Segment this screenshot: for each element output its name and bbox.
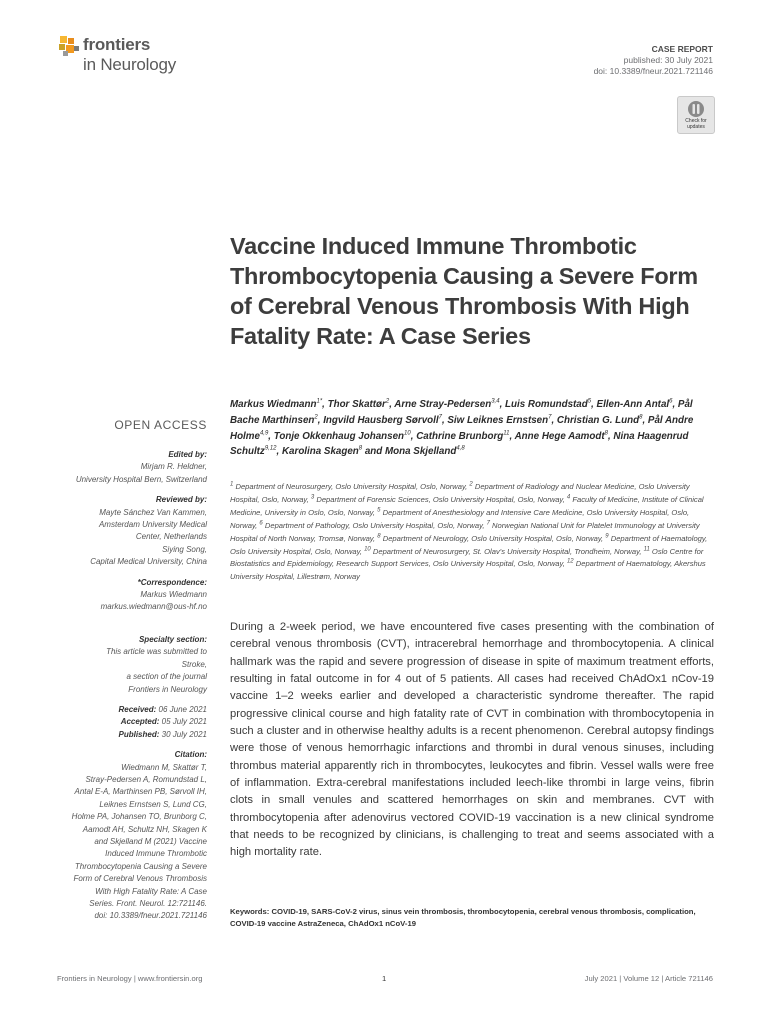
specialty-section-line: This article was submitted to — [106, 647, 207, 657]
citation-line: Wiedmann M, Skattør T, — [121, 762, 207, 772]
keywords-label: Keywords: — [230, 907, 270, 916]
author-name[interactable]: Karolina Skagen$^8$ — [281, 446, 363, 458]
keywords — [230, 906, 714, 930]
check-for-updates-button[interactable] — [677, 96, 715, 134]
article-meta — [594, 44, 713, 77]
affiliation: $^6$ Department of Pathology, Oslo University Hospital, Oslo, Norway, — [259, 520, 487, 530]
journal-logo[interactable] — [57, 30, 197, 80]
page-number: 1 — [382, 974, 387, 983]
affiliation: $^4$ Faculty of Medicine, Institute of Clinical Medicine, University in Oslo, Oslo, Norway, — [230, 494, 704, 517]
author-name[interactable]: Cathrine Brunborg$^{11}$ — [416, 430, 510, 442]
citation-line: Leiknes Ernstsen S, Lund CG, — [99, 799, 207, 809]
affiliation: $^{12}$ Department of Haematology, Akershus University Hospital, Lillestrøm, Norway — [230, 558, 706, 582]
author-name[interactable]: Pål Bache Marthinsen$^2$ — [230, 399, 693, 426]
edited-by-label: Edited by: — [168, 450, 207, 459]
published-date-sidebar: Published: 30 July 2021 — [118, 729, 207, 739]
abstract-text: During a 2-week period, we have encountered five cases presenting with the combination of cerebral venous thrombosis (CVT), intracerebral hemorrhage and thrombocytopenia. A clinical hallmark was the rapid and severe progression of disease in spite of maximum treatment efforts, resulting in fatal outcome in for 4 out of 5 patients. All cases had received ChAdOx1 nCov-19 vaccine 1–2 weeks earlier and developed a characteristic syndrome thereafter. The rapid progressive clinical course and high fatality rate of CVT in combination with thrombocytopenia in such a cluster and in otherwise healthy adults is a recent phenomenon. Cerebral autopsy findings were those of venous hemorrhagic infarctions and thrombi in dural venous sinuses, including thrombus material apparently rich in thrombocytes, leukocytes and fibrin. Vessel walls were free of inflammation. Extra-cerebral manifestations included leech-like thrombi in large veins, fibrin clots in small venules and scattered hemorrhages on skin and membranes. CVT with thrombocytopenia after adenovirus vectored COVID-19 vaccination is a new clinical syndrome that needs to be recognized by clinicians, is challenging to treat and seems associated with a high mortality rate. — [230, 621, 714, 859]
citation-line: and Skjelland M (2021) Vaccine — [94, 836, 207, 846]
citation-line: Form of Cerebral Venous Thrombosis — [73, 874, 207, 884]
author-name[interactable]: Nina Haagenrud Schultz$^{9,12}$ — [230, 430, 689, 458]
citation-line: Induced Immune Thrombotic — [105, 849, 207, 859]
citation-line: Antal E-A, Marthinsen PB, Sørvoll IH, — [74, 787, 207, 797]
specialty-section-line: Frontiers in Neurology — [128, 684, 207, 694]
correspondence — [57, 589, 207, 614]
article-title: Vaccine Induced Immune Thrombotic Thrombocytopenia Causing a Severe Form of Cerebral Venous Thrombosis With High Fatality Rate: A Case Series — [230, 233, 698, 349]
citation-line: Aamodt AH, Schultz NH, Skagen K — [82, 824, 207, 834]
author-name[interactable]: Christian G. Lund$^8$ — [556, 414, 643, 426]
correspondence-label: *Correspondence: — [137, 577, 207, 587]
author-name[interactable]: Pål Andre Holme$^{4,9}$ — [230, 414, 694, 442]
article-type: CASE REPORT — [651, 44, 713, 54]
citation-line: Thrombocytopenia Causing a Severe — [74, 861, 207, 871]
reviewed-by-line: Mayte Sánchez Van Kammen, — [99, 507, 207, 517]
affiliation: $^9$ Department of Haematology, Oslo University Hospital, Oslo, Norway, — [230, 533, 708, 556]
open-access-label: OPEN ACCESS — [114, 418, 207, 432]
specialty-section — [57, 646, 207, 696]
logo-wordmark: frontiers — [83, 35, 151, 54]
author-name[interactable]: Siw Leiknes Ernstsen$^7$ — [447, 414, 552, 426]
reviewed-by-line: Amsterdam University Medical — [98, 520, 207, 530]
citation-line: With High Fatality Rate: A Case — [95, 886, 207, 896]
reviewed-by-line: Center, Netherlands — [135, 532, 207, 542]
author-name[interactable]: Arne Stray-Pedersen$^{3,4}$ — [394, 398, 500, 410]
reviewed-by-label: Reviewed by: — [155, 495, 207, 505]
correspondence-line[interactable]: markus.wiedmann@ous-hf.no — [100, 602, 207, 612]
correspondence-line: Markus Wiedmann — [140, 590, 207, 600]
author-name[interactable]: Ellen-Ann Antal$^6$ — [596, 398, 673, 410]
affiliation: $^{11}$ Oslo Centre for Biostatistics and Epidemiology, Research Support Services, Oslo University Hospital, Oslo, Norway, — [230, 546, 704, 569]
affiliation: $^{10}$ Department of Neurosurgery, St. Olav's University Hospital, Trondheim, Norway, — [364, 546, 644, 556]
affiliation: $^8$ Department of Neurology, Oslo University Hospital, Oslo, Norway, — [377, 533, 606, 543]
frontiers-logo-icon — [57, 34, 81, 58]
author-name[interactable]: Markus Wiedmann$^{1*}$ — [230, 398, 323, 410]
affiliation: $^5$ Department of Anesthesiology and Intensive Care Medicine, Oslo University Hospital, Oslo, Norway, — [230, 507, 690, 530]
author-name[interactable]: Luis Romundstad$^5$ — [505, 398, 592, 410]
author-name[interactable]: Anne Hege Aamodt$^8$ — [514, 430, 608, 442]
edited-by-line: Mirjam R. Heldner, — [140, 462, 207, 472]
check-updates-label: Check for updates — [685, 118, 707, 130]
published-date: published: 30 July 2021 — [623, 55, 713, 65]
keywords-text: COVID-19, SARS-CoV-2 virus, sinus vein thrombosis, thrombocytopenia, cerebral venous thrombosis, complication, COVID-19 vaccine AstraZeneca, ChAdOx1 nCoV-19 — [230, 907, 696, 928]
doi-link[interactable]: doi: 10.3389/fneur.2021.721146 — [593, 66, 713, 76]
check-updates-icon — [687, 100, 705, 118]
footer-issue-info: July 2021 | Volume 12 | Article 721146 — [584, 974, 713, 983]
reviewed-by-line: Capital Medical University, China — [90, 557, 207, 567]
reviewed-by — [57, 507, 207, 569]
accepted-date: Accepted: 05 July 2021 — [120, 717, 207, 727]
edited-by — [57, 461, 207, 486]
article-sidebar — [57, 418, 207, 923]
author-name[interactable]: Ingvild Hausberg Sørvoll$^7$ — [323, 414, 442, 426]
author-name[interactable]: Mona Skjelland$^{4,8}$ — [384, 446, 465, 458]
author-name[interactable]: Tonje Okkenhaug Johansen$^{10}$ — [273, 430, 411, 442]
reviewed-by-line: Siying Song, — [162, 544, 207, 554]
affiliation-list — [230, 481, 714, 584]
author-name[interactable]: Thor Skattør$^2$ — [327, 398, 390, 410]
citation — [57, 762, 207, 923]
edited-by-line: University Hospital Bern, Switzerland — [75, 474, 207, 484]
specialty-label: Specialty section: — [138, 634, 207, 644]
author-list: Markus Wiedmann$^{1*}$, Thor Skattør$^2$, Arne Stray-Pedersen$^{3,4}$, Luis Romundstad$^5$, Ellen-Ann Antal$^6$, Pål Bache Marthinsen$^2$, Ingvild Hausberg Sørvoll$^7$, Siw Leiknes Ernstsen$^7$, Christian G. Lund$^8$, Pål Andre Holme$^{4,9}$, Tonje Okkenhaug Johansen$^{10}$, Cathrine Brunborg$^{11}$, Anne Hege Aamodt$^8$, Nina Haagenrud Schultz$^{9,12}$, Karolina Skagen$^8$ and Mona Skjelland$^{4,8}$ — [230, 398, 694, 458]
specialty-section-line: a section of the journal — [126, 672, 207, 682]
logo-journal-name: in Neurology — [83, 55, 177, 74]
specialty-section-line: Stroke, — [181, 659, 207, 669]
received-date: Received: 06 June 2021 — [118, 704, 207, 714]
citation-line: doi: 10.3389/fneur.2021.721146 — [94, 911, 207, 921]
citation-line: Holme PA, Johansen TO, Brunborg C, — [71, 812, 207, 822]
affiliation: $^2$ Department of Radiology and Nuclear Medicine, Oslo University Hospital, Oslo, Norway, — [230, 481, 690, 504]
citation-line: Stray-Pedersen A, Romundstad L, — [85, 774, 207, 784]
affiliation: $^3$ Department of Forensic Sciences, Oslo University Hospital, Oslo, Norway, — [310, 494, 567, 504]
affiliation: $^1$ Department of Neurosurgery, Oslo University Hospital, Oslo, Norway, — [230, 481, 470, 491]
citation-line: Series. Front. Neurol. 12:721146. — [89, 899, 207, 908]
citation-label: Citation: — [174, 750, 207, 760]
footer-journal-link[interactable]: Frontiers in Neurology | www.frontiersin.org — [57, 974, 203, 983]
affiliation: $^7$ Norwegian National Unit for Platelet Immunology at University Hospital of North Norway, Tromsø, Norway, — [230, 520, 700, 543]
